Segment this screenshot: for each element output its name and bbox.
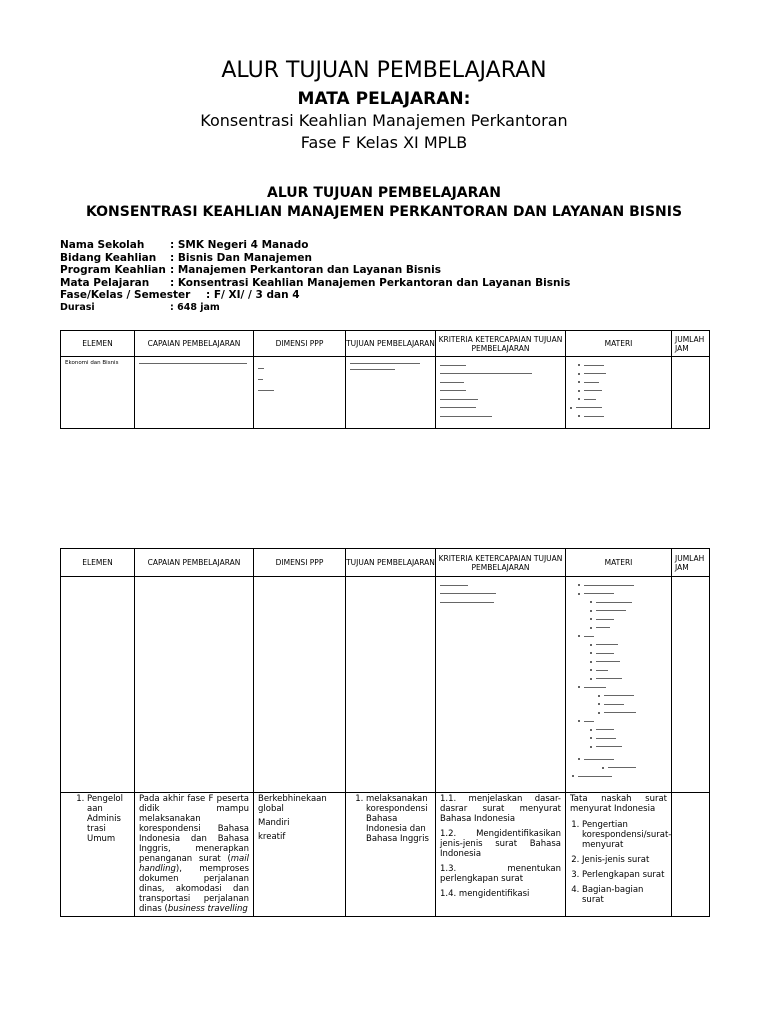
table-row (61, 793, 710, 917)
document-title: ALUR TUJUAN PEMBELAJARAN (221, 58, 547, 83)
materi-item: 1. Pengertian korespondensi/surat-menyurat (582, 820, 667, 850)
table-header-row (61, 549, 710, 577)
table-row (61, 577, 710, 793)
materi-item: 4. Bagian-bagian surat (582, 885, 667, 905)
cell-tujuan (346, 357, 436, 429)
kriteria-item: 1.3. menentukan perlengkapan surat (440, 864, 561, 884)
materi-item: 2. Jenis-jenis surat (582, 855, 667, 865)
header-tujuan: TUJUAN PEMBELAJARAN (346, 331, 436, 357)
cell-materi (566, 793, 672, 917)
dimensi-item: kreatif (258, 832, 286, 842)
header-materi: MATERI (566, 549, 672, 577)
header-kriteria: KRITERIA KETERCAPAIAN TUJUAN PEMBELAJARAN (436, 331, 566, 357)
cell-jumlah-jam (672, 357, 710, 429)
elemen-item: 1. Pengelol aan Adminis trasi Umum (87, 794, 130, 844)
kriteria-item: 1.1. menjelaskan dasar-dasrar surat menyurat Bahasa Indonesia (440, 794, 561, 824)
phase-class: Fase F Kelas XI MPLB (300, 133, 468, 152)
header-dimensi: DIMENSI PPP (254, 549, 346, 577)
cell-tujuan (346, 793, 436, 917)
table-header-row (61, 331, 710, 357)
header-materi: MATERI (566, 331, 672, 357)
learning-flow-table-1 (60, 330, 710, 429)
kriteria-item: 1.2. Mengidentifikasikan jenis-jenis surat Bahasa Indonesia (440, 829, 561, 859)
cell-materi (566, 357, 672, 429)
cell-kriteria (436, 577, 566, 793)
cell-elemen (61, 793, 135, 917)
kriteria-item: 1.4. mengidentifikasi (440, 889, 530, 899)
materi-item: 3. Perlengkapan surat (582, 870, 667, 880)
cell-elemen: Ekonomi dan Bisnis (61, 357, 135, 429)
header-dimensi: DIMENSI PPP (254, 331, 346, 357)
section-subtitle: KONSENTRASI KEAHLIAN MANAJEMEN PERKANTORAN DAN LAYANAN BISNIS (85, 204, 683, 220)
header-tujuan: TUJUAN PEMBELAJARAN (346, 549, 436, 577)
tujuan-item: 1. melaksanakan korespondensi Bahasa Indonesia dan Bahasa Inggris (366, 794, 431, 844)
subject-name: Konsentrasi Keahlian Manajemen Perkantoran (200, 111, 568, 130)
learning-flow-table-2 (60, 548, 710, 917)
cell-capaian (135, 357, 254, 429)
subject-label: MATA PELAJARAN: (297, 89, 471, 109)
header-elemen: ELEMEN (61, 331, 135, 357)
cell-capaian: Pada akhir fase F peserta didik mampu melaksanakan korespondensi Bahasa Indonesia dan Bahasa Inggris, menerapkan penanganan surat (mail handling), memproses dokumen perjalanan dinas, akomodasi dan transportasi perjalanan dinas (business travelling (135, 793, 254, 917)
table-row (61, 357, 710, 429)
cell-jumlah-jam (672, 793, 710, 917)
cell-kriteria (436, 357, 566, 429)
cell-dimensi (254, 793, 346, 917)
cell-dimensi (254, 357, 346, 429)
section-title: ALUR TUJUAN PEMBELAJARAN (267, 185, 501, 201)
header-kriteria: KRITERIA KETERCAPAIAN TUJUAN PEMBELAJARAN (436, 549, 566, 577)
header-jumlah-jam: JUMLAH JAM (672, 549, 710, 577)
cell-kriteria (436, 793, 566, 917)
materi-intro: Tata naskah surat menyurat Indonesia (570, 794, 667, 814)
header-capaian: CAPAIAN PEMBELAJARAN (135, 549, 254, 577)
header-elemen: ELEMEN (61, 549, 135, 577)
dimensi-item: Mandiri (258, 818, 290, 828)
cell-materi (566, 577, 672, 793)
dimensi-item: Berkebhinekaan global (258, 794, 327, 814)
header-jumlah-jam: JUMLAH JAM (672, 331, 710, 357)
header-capaian: CAPAIAN PEMBELAJARAN (135, 331, 254, 357)
